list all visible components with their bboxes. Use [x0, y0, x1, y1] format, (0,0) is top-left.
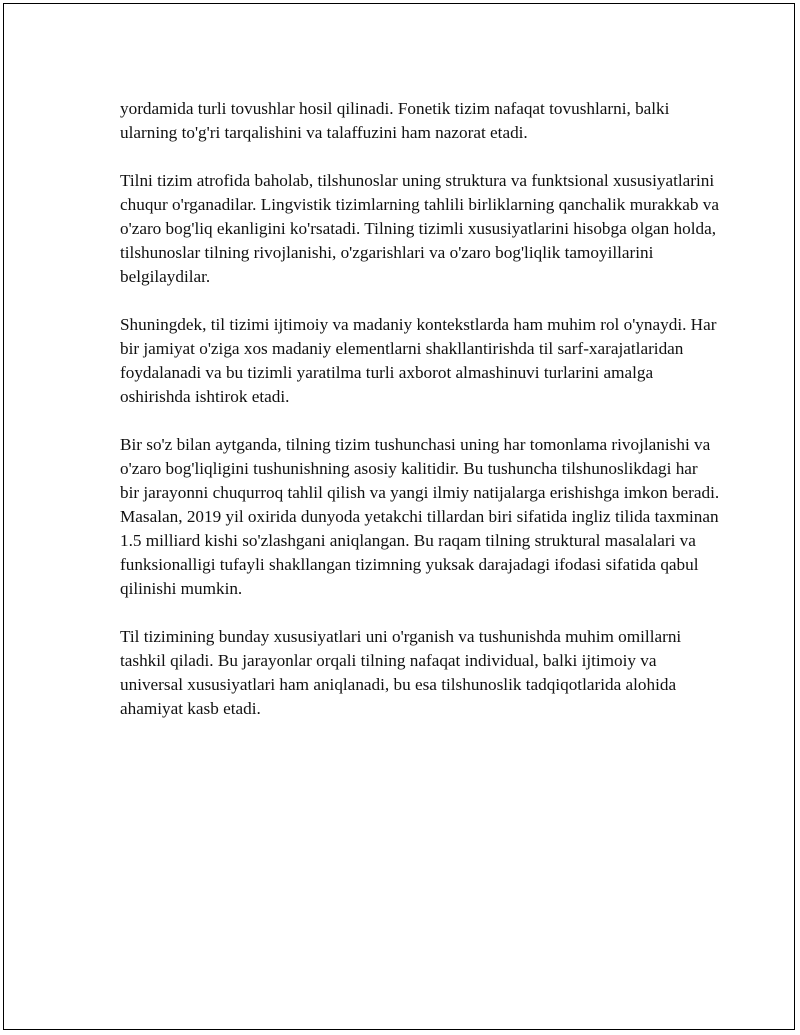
document-body — [120, 97, 720, 721]
paragraph-3: Shuningdek, til tizimi ijtimoiy va madaniy kontekstlarda ham muhim rol o'ynaydi. Har bir jamiyat o'ziga xos madaniy elementlarni shakllantirishda til sarf-xarajatlaridan foydalanadi va bu tizimli yaratilma turli axborot almashinuvi turlarini amalga oshirishda ishtirok etadi. — [120, 315, 717, 406]
paragraph-4: Bir so'z bilan aytganda, tilning tizim tushunchasi uning har tomonlama rivojlanishi va o'zaro bog'liqligini tushunishning asosiy kalitidir. Bu tushuncha tilshunoslikdagi har bir jarayonni chuqurroq tahlil qilish va yangi ilmiy natijalarga erishishga imkon beradi. Masalan, 2019 yil oxirida dunyoda yetakchi tillardan biri sifatida ingliz tilida taxminan 1.5 milliard kishi so'zlashgani aniqlangan. Bu raqam tilning struktural masalalari va funksionalligi tufayli shakllangan tizimning yuksak darajadagi ifodasi sifatida qabul qilinishi mumkin. — [120, 435, 720, 598]
paragraph-2: Tilni tizim atrofida baholab, tilshunoslar uning struktura va funktsional xususiyatlarini chuqur o'rganadilar. Lingvistik tizimlarning tahlili birliklarning qanchalik murakkab va o'zaro bog'liq ekanligini ko'rsatadi. Tilning tizimli xususiyatlarini hisobga olgan holda, tilshunoslar tilning rivojlanishi, o'zgarishlari va o'zaro bog'liqlik tamoyillarini belgilaydilar. — [120, 171, 719, 286]
paragraph-5: Til tizimining bunday xususiyatlari uni o'rganish va tushunishda muhim omillarni tashkil qiladi. Bu jarayonlar orqali tilning nafaqat individual, balki ijtimoiy va universal xususiyatlari ham aniqlanadi, bu esa tilshunoslik tadqiqotlarida alohida ahamiyat kasb etadi. — [120, 627, 682, 718]
document-page — [3, 3, 795, 1030]
paragraph-1: yordamida turli tovushlar hosil qilinadi. Fonetik tizim nafaqat tovushlarni, balki ularning to'g'ri tarqalishini va talaffuzini ham nazorat etadi. — [120, 99, 670, 142]
